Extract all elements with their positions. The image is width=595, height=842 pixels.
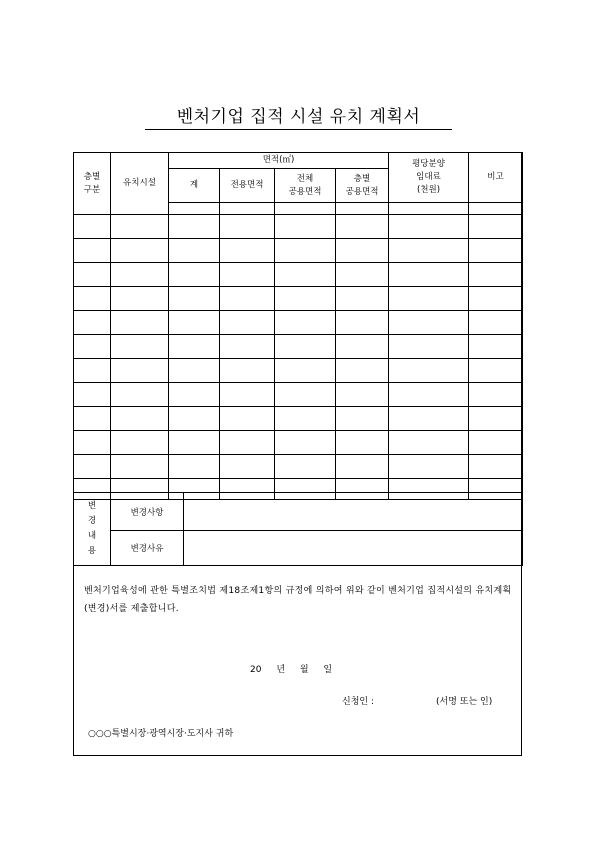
header-area-total: 계 bbox=[169, 169, 220, 203]
change-item-label: 변경사항 bbox=[111, 493, 184, 531]
applicant-label: 신청인 : bbox=[342, 697, 374, 707]
signature-label: (서명 또는 인) bbox=[436, 697, 493, 707]
submission-statement: 벤처기업육성에 관한 특별조치법 제18조제1항의 규정에 의하여 위와 같이 벤처기업 집적시설의 유치계획(변경)서를 제출합니다. bbox=[84, 586, 512, 614]
date-line: 20 년 월 일 bbox=[250, 665, 333, 675]
header-rent: 평당분양 임대료 (천원) bbox=[389, 153, 469, 203]
addressee: ○○○특별시장·광역시장·도지사 귀하 bbox=[88, 729, 234, 739]
header-area-common-floor: 층별 공용면적 bbox=[336, 169, 389, 203]
header-area-common-total: 전체 공용면적 bbox=[275, 169, 336, 203]
header-remarks: 비고 bbox=[469, 153, 523, 203]
header-facility: 유치시설 bbox=[111, 153, 169, 215]
header-area-exclusive: 전용면적 bbox=[220, 169, 275, 203]
document-title: 벤처기업 집적 시설 유치 계획서 bbox=[176, 107, 421, 127]
title-underline bbox=[145, 129, 452, 130]
header-area-group: 면적(㎡) bbox=[169, 153, 389, 169]
change-section-label: 변 경 내 용 bbox=[74, 493, 111, 566]
header-floor-division: 층별 구분 bbox=[74, 153, 111, 215]
change-reason-label: 변경사유 bbox=[111, 531, 184, 566]
